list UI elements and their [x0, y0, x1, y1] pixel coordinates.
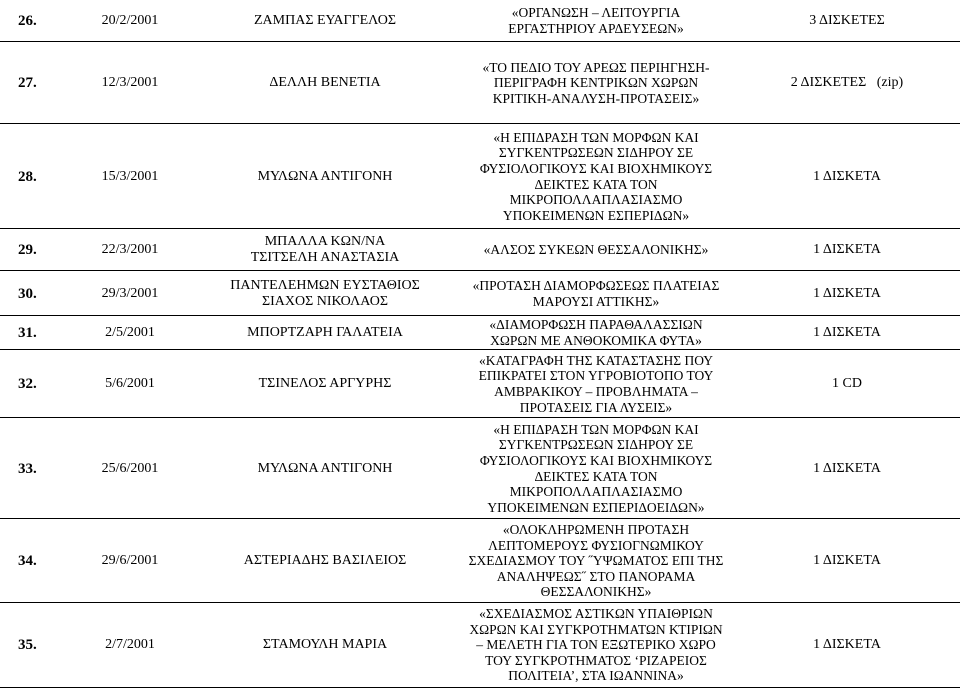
entry-author: ΜΠΑΛΛΑ ΚΩΝ/ΝΑ ΤΣΙΤΣΕΛΗ ΑΝΑΣΤΑΣΙΑ	[250, 234, 400, 265]
table-row	[0, 315, 960, 350]
table-row	[0, 518, 960, 603]
entry-number: 34.	[18, 553, 37, 569]
entry-title: «ΟΛΟΚΛΗΡΩΜΕΝΗ ΠΡΟΤΑΣΗ ΛΕΠΤΟΜΕΡΟΥΣ ΦΥΣΙΟΓΝΩΜΙΚΟΥ ΣΧΕΔΙΑΣΜΟΥ ΤΟΥ ˝ΥΨΩΜΑΤΟΣ ΕΠΙ ΤΗΣ ΑΝΑΛΗΨΕΩΣ˝ ΣΤΟ ΠΑΝΟΡΑΜΑ ΘΕΣΣΑΛΟΝΙΚΗΣ»	[468, 522, 724, 600]
entry-title: «ΟΡΓΑΝΩΣΗ – ΛΕΙΤΟΥΡΓΙΑ ΕΡΓΑΣΤΗΡΙΟΥ ΑΡΔΕΥΣΕΩΝ»	[508, 4, 684, 36]
entry-author: ΜΥΛΩΝΑ ΑΝΤΙΓΟΝΗ	[257, 460, 393, 476]
entry-date: 2/5/2001	[105, 325, 155, 340]
entry-number: 32.	[18, 376, 37, 392]
entry-date: 20/2/2001	[101, 12, 159, 28]
entry-media: 1 ΔΙΣΚΕΤΑ	[813, 325, 881, 340]
entry-title: «ΤΟ ΠΕΔΙΟ ΤΟΥ ΑΡΕΩΣ ΠΕΡΙΗΓΗΣΗ- ΠΕΡΙΓΡΑΦΗ ΚΕΝΤΡΙΚΩΝ ΧΩΡΩΝ ΚΡΙΤΙΚΗ-ΑΝΑΛΥΣΗ-ΠΡΟΤΑΣΕΙΣ»	[482, 59, 710, 106]
entry-author: ΔΕΛΛΗ ΒΕΝΕΤΙΑ	[269, 75, 381, 90]
table-row	[0, 417, 960, 519]
table-row	[0, 228, 960, 271]
table-row	[0, 270, 960, 316]
entry-title: «Η ΕΠΙΔΡΑΣΗ ΤΩΝ ΜΟΡΦΩΝ ΚΑΙ ΣΥΓΚΕΝΤΡΩΣΕΩΝ ΣΙΔΗΡΟΥ ΣΕ ΦΥΣΙΟΛΟΓΙΚΟΥΣ ΚΑΙ ΒΙΟΧΗΜΙΚΟΥΣ ΔΕΙΚΤΕΣ ΚΑΤΑ ΤΟΝ ΜΙΚΡΟΠΟΛΛΑΠΛΑΣΙΑΣΜΟ ΥΠΟΚΕΙΜΕΝΩΝ ΕΣΠΕΡΙΔΟΕΙΔΩΝ»	[479, 421, 713, 515]
table-row	[0, 602, 960, 688]
entry-author: ΑΣΤΕΡΙΑΔΗΣ ΒΑΣΙΛΕΙΟΣ	[243, 553, 407, 568]
entry-title: «ΔΙΑΜΟΡΦΩΣΗ ΠΑΡΑΘΑΛΑΣΣΙΩΝ ΧΩΡΩΝ ΜΕ ΑΝΘΟΚΟΜΙΚΑ ΦΥΤΑ»	[489, 317, 703, 348]
entry-author: ΣΤΑΜΟΥΛΗ ΜΑΡΙΑ	[262, 637, 388, 652]
entry-media: 1 ΔΙΣΚΕΤΑ	[813, 460, 881, 476]
entry-date: 15/3/2001	[101, 168, 159, 184]
entry-media: 3 ΔΙΣΚΕΤΕΣ	[809, 12, 885, 28]
entry-title: «ΑΛΣΟΣ ΣΥΚΕΩΝ ΘΕΣΣΑΛΟΝΙΚΗΣ»	[483, 242, 709, 258]
entry-author: ΠΑΝΤΕΛΕΗΜΩΝ ΕΥΣΤΑΘΙΟΣ ΣΙΑΧΟΣ ΝΙΚΟΛΑΟΣ	[230, 277, 420, 309]
entry-number: 33.	[18, 460, 37, 477]
entry-media: 1 ΔΙΣΚΕΤΑ	[813, 285, 881, 301]
entry-media: 1 ΔΙΣΚΕΤΑ	[813, 242, 881, 257]
entry-media: 2 ΔΙΣΚΕΤΕΣ (zip)	[790, 75, 904, 90]
entry-author: ΖΑΜΠΑΣ ΕΥΑΓΓΕΛΟΣ	[253, 12, 397, 28]
entry-date: 22/3/2001	[101, 242, 159, 257]
entry-media: 1 CD	[832, 376, 862, 391]
entry-date: 29/3/2001	[101, 285, 159, 301]
entry-date: 12/3/2001	[101, 75, 159, 90]
entry-title: «ΠΡΟΤΑΣΗ ΔΙΑΜΟΡΦΩΣΕΩΣ ΠΛΑΤΕΙΑΣ ΜΑΡΟΥΣΙ ΑΤΤΙΚΗΣ»	[472, 277, 720, 309]
entry-title: «Η ΕΠΙΔΡΑΣΗ ΤΩΝ ΜΟΡΦΩΝ ΚΑΙ ΣΥΓΚΕΝΤΡΩΣΕΩΝ ΣΙΔΗΡΟΥ ΣΕ ΦΥΣΙΟΛΟΓΙΚΟΥΣ ΚΑΙ ΒΙΟΧΗΜΙΚΟΥΣ ΔΕΙΚΤΕΣ ΚΑΤΑ ΤΟΝ ΜΙΚΡΟΠΟΛΛΑΠΛΑΣΙΑΣΜΟ ΥΠΟΚΕΙΜΕΝΩΝ ΕΣΠΕΡΙΔΩΝ»	[479, 129, 713, 223]
table-row	[0, 123, 960, 229]
table-row	[0, 349, 960, 418]
entry-date: 25/6/2001	[101, 460, 159, 476]
entry-date: 5/6/2001	[105, 376, 155, 391]
entry-media: 1 ΔΙΣΚΕΤΑ	[813, 553, 881, 568]
entry-number: 29.	[18, 242, 37, 258]
entry-author: ΤΣΙΝΕΛΟΣ ΑΡΓΥΡΗΣ	[258, 376, 392, 391]
entry-author: ΜΥΛΩΝΑ ΑΝΤΙΓΟΝΗ	[257, 168, 393, 184]
entry-number: 35.	[18, 637, 37, 653]
entry-title: «ΣΧΕΔΙΑΣΜΟΣ ΑΣΤΙΚΩΝ ΥΠΑΙΘΡΙΩΝ ΧΩΡΩΝ ΚΑΙ ΣΥΓΚΡΟΤΗΜΑΤΩΝ ΚΤΙΡΙΩΝ – ΜΕΛΕΤΗ ΓΙΑ ΤΟΝ ΕΞΩΤΕΡΙΚΟ ΧΩΡΟ ΤΟΥ ΣΥΓΚΡΟΤΗΜΑΤΟΣ ‘ΡΙΖΑΡΕΙΟΣ ΠΟΛΙΤΕΙΑ’, ΣΤΑ ΙΩΑΝΝΙΝΑ»	[469, 606, 723, 684]
entry-media: 1 ΔΙΣΚΕΤΑ	[813, 168, 881, 184]
entry-media: 1 ΔΙΣΚΕΤΑ	[813, 637, 881, 652]
entry-date: 2/7/2001	[105, 637, 155, 652]
table-row	[0, 0, 960, 42]
entry-number: 26.	[18, 12, 37, 29]
table-row	[0, 41, 960, 124]
entry-title: «ΚΑΤΑΓΡΑΦΗ ΤΗΣ ΚΑΤΑΣΤΑΣΗΣ ΠΟΥ ΕΠΙΚΡΑΤΕΙ ΣΤΟΝ ΥΓΡΟΒΙΟΤΟΠΟ ΤΟΥ ΑΜΒΡΑΚΙΚΟΥ – ΠΡΟΒΛΗΜΑΤΑ – ΠΡΟΤΑΣΕΙΣ ΓΙΑ ΛΥΣΕΙΣ»	[478, 352, 714, 415]
entry-number: 27.	[18, 75, 37, 91]
entry-number: 28.	[18, 168, 37, 185]
entry-date: 29/6/2001	[101, 553, 159, 568]
entry-number: 31.	[18, 325, 37, 341]
entry-number: 30.	[18, 285, 37, 302]
entry-author: ΜΠΟΡΤΖΑΡΗ ΓΑΛΑΤΕΙΑ	[247, 325, 403, 340]
